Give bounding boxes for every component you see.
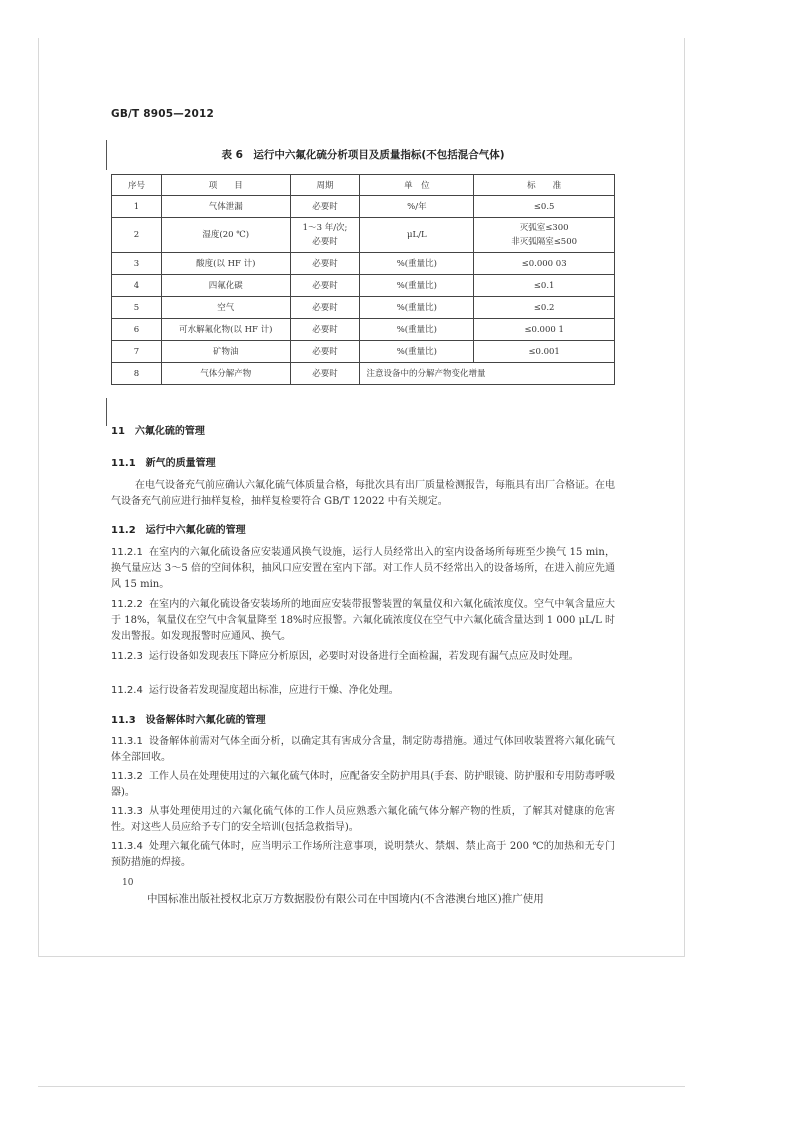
cell-no: 5 <box>112 297 162 319</box>
cell-standard: ≤0.1 <box>474 275 615 297</box>
clause-text: 在室内的六氟化硫设备安装场所的地面应安装带报警装置的氧量仪和六氟化硫浓度仪。空气中氧含量应大于 18%，氧量仪在空气中含氧量降至 18%时应报警。六氟化硫浓度仪在空气中六氟化硫含量达到 1 000 μL/L 时发出警报。如发现报警时应通风、换气。 <box>111 599 615 642</box>
paragraph <box>111 683 615 699</box>
cell-unit: %/年 <box>360 196 474 218</box>
clause-number: 11.3.1 <box>111 736 143 747</box>
cell-unit: %(重量比) <box>360 253 474 275</box>
section-heading: 11.2 运行中六氟化硫的管理 <box>111 525 246 536</box>
clause-text: 运行设备若发现湿度超出标准，应进行干燥、净化处理。 <box>148 685 399 696</box>
clause-number: 11.2.1 <box>111 547 143 558</box>
cell-period <box>290 218 360 253</box>
clause-text: 设备解体前需对气体全面分析，以确定其有害成分含量，制定防毒措施。通过气体回收装置将六氟化硫气体全部回收。 <box>111 736 615 763</box>
paragraph <box>111 734 615 766</box>
paragraph: 在电气设备充气前应确认六氟化硫气体质量合格，每批次具有出厂质量检测报告，每瓶具有出厂合格证。在电气设备充气前应进行抽样复检，抽样复检要符合 GB/T 12022 中有关规定。 <box>111 480 615 507</box>
page-border-right <box>684 38 685 956</box>
cell-item: 可水解氟化物(以 HF 计) <box>161 319 290 341</box>
page-bottom-rule <box>38 1086 685 1087</box>
cell-note: 注意设备中的分解产物变化增量 <box>360 363 615 385</box>
cell-period: 必要时 <box>290 341 360 363</box>
cell-standard-line: 灭弧室≤300 <box>519 223 569 233</box>
cell-period: 必要时 <box>290 253 360 275</box>
cell-period: 必要时 <box>290 363 360 385</box>
table-title: 表 6 运行中六氟化硫分析项目及质量指标(不包括混合气体) <box>221 149 505 161</box>
clause-number: 11.2.3 <box>111 651 143 662</box>
margin-mark <box>106 398 107 426</box>
footer-notice: 中国标准出版社授权北京万方数据股份有限公司在中国境内(不含港澳台地区)推广使用 <box>147 893 544 905</box>
col-header: 项 目 <box>161 175 290 196</box>
clause-text: 从事处理使用过的六氟化硫气体的工作人员应熟悉六氟化硫气体分解产物的性质，了解其对健康的危害性。对这些人员应给予专门的安全培训(包括急救指导)。 <box>111 806 615 833</box>
cell-standard: ≤0.000 1 <box>474 319 615 341</box>
page-border-left <box>38 38 39 956</box>
clause-number: 11.2.2 <box>111 599 143 610</box>
cell-unit: %(重量比) <box>360 341 474 363</box>
cell-no: 4 <box>112 275 162 297</box>
cell-standard: ≤0.000 03 <box>474 253 615 275</box>
cell-item: 空气 <box>161 297 290 319</box>
cell-no: 3 <box>112 253 162 275</box>
cell-no: 1 <box>112 196 162 218</box>
paragraph <box>111 769 615 801</box>
margin-mark <box>106 140 107 170</box>
table-row <box>112 319 615 341</box>
col-header: 序号 <box>112 175 162 196</box>
paragraph <box>111 545 615 593</box>
cell-no: 7 <box>112 341 162 363</box>
table-row <box>112 297 615 319</box>
col-header: 周期 <box>290 175 360 196</box>
col-header: 单 位 <box>360 175 474 196</box>
clause-text: 处理六氟化硫气体时，应当明示工作场所注意事项，说明禁火、禁烟、禁止高于 200 ℃的加热和无专门预防措施的焊接。 <box>111 841 615 868</box>
spec-table <box>111 174 615 385</box>
cell-item: 气体分解产物 <box>161 363 290 385</box>
table-row <box>112 196 615 218</box>
cell-no: 6 <box>112 319 162 341</box>
cell-period-line: 1～3 年/次; <box>302 223 348 233</box>
paragraph <box>111 597 615 645</box>
cell-period: 必要时 <box>290 196 360 218</box>
cell-unit: %(重量比) <box>360 275 474 297</box>
cell-no: 2 <box>112 218 162 253</box>
cell-unit: %(重量比) <box>360 297 474 319</box>
cell-standard: ≤0.2 <box>474 297 615 319</box>
clause-text: 工作人员在处理使用过的六氟化硫气体时，应配备安全防护用具(手套、防护眼镜、防护服和专用防毒呼吸器)。 <box>111 771 615 798</box>
paragraph <box>111 649 615 665</box>
table-row <box>112 218 615 253</box>
page-border-bottom <box>38 956 685 957</box>
cell-no: 8 <box>112 363 162 385</box>
cell-item: 酸度(以 HF 计) <box>161 253 290 275</box>
cell-period: 必要时 <box>290 319 360 341</box>
clause-text: 在室内的六氟化硫设备应安装通风换气设施，运行人员经常出入的室内设备场所每班至少换气 15 min，换气量应达 3～5 倍的空间体积，抽风口应安置在室内下部。对工作人员不经常出入的设备场所，在进入前应先通风 15 min。 <box>111 547 615 590</box>
standard-number: GB/T 8905—2012 <box>111 108 215 120</box>
cell-standard-line: 非灭弧隔室≤500 <box>511 237 578 247</box>
cell-unit: %(重量比) <box>360 319 474 341</box>
cell-period: 必要时 <box>290 275 360 297</box>
cell-standard: ≤0.001 <box>474 341 615 363</box>
clause-number: 11.2.4 <box>111 685 143 696</box>
cell-item: 四氟化碳 <box>161 275 290 297</box>
cell-item: 湿度(20 ℃) <box>161 218 290 253</box>
col-header: 标 准 <box>474 175 615 196</box>
cell-standard: ≤0.5 <box>474 196 615 218</box>
table-row <box>112 341 615 363</box>
paragraph <box>111 804 615 836</box>
cell-standard <box>474 218 615 253</box>
table-header-row <box>112 175 615 196</box>
clause-number: 11.3.2 <box>111 771 143 782</box>
clause-number: 11.3.4 <box>111 841 143 852</box>
table-row <box>112 275 615 297</box>
paragraph <box>111 839 615 871</box>
page-number: 10 <box>122 878 134 888</box>
clause-number: 11.3.3 <box>111 806 143 817</box>
cell-item: 矿物油 <box>161 341 290 363</box>
cell-item: 气体泄漏 <box>161 196 290 218</box>
cell-period: 必要时 <box>290 297 360 319</box>
table-row <box>112 253 615 275</box>
section-heading: 11.1 新气的质量管理 <box>111 458 216 469</box>
cell-period-line: 必要时 <box>312 237 338 247</box>
section-heading: 11 六氟化硫的管理 <box>111 426 205 437</box>
clause-text: 运行设备如发现表压下降应分析原因，必要时对设备进行全面检漏，若发现有漏气点应及时处理。 <box>148 651 579 662</box>
cell-unit: μL/L <box>360 218 474 253</box>
table-row <box>112 363 615 385</box>
section-heading: 11.3 设备解体时六氟化硫的管理 <box>111 715 266 726</box>
